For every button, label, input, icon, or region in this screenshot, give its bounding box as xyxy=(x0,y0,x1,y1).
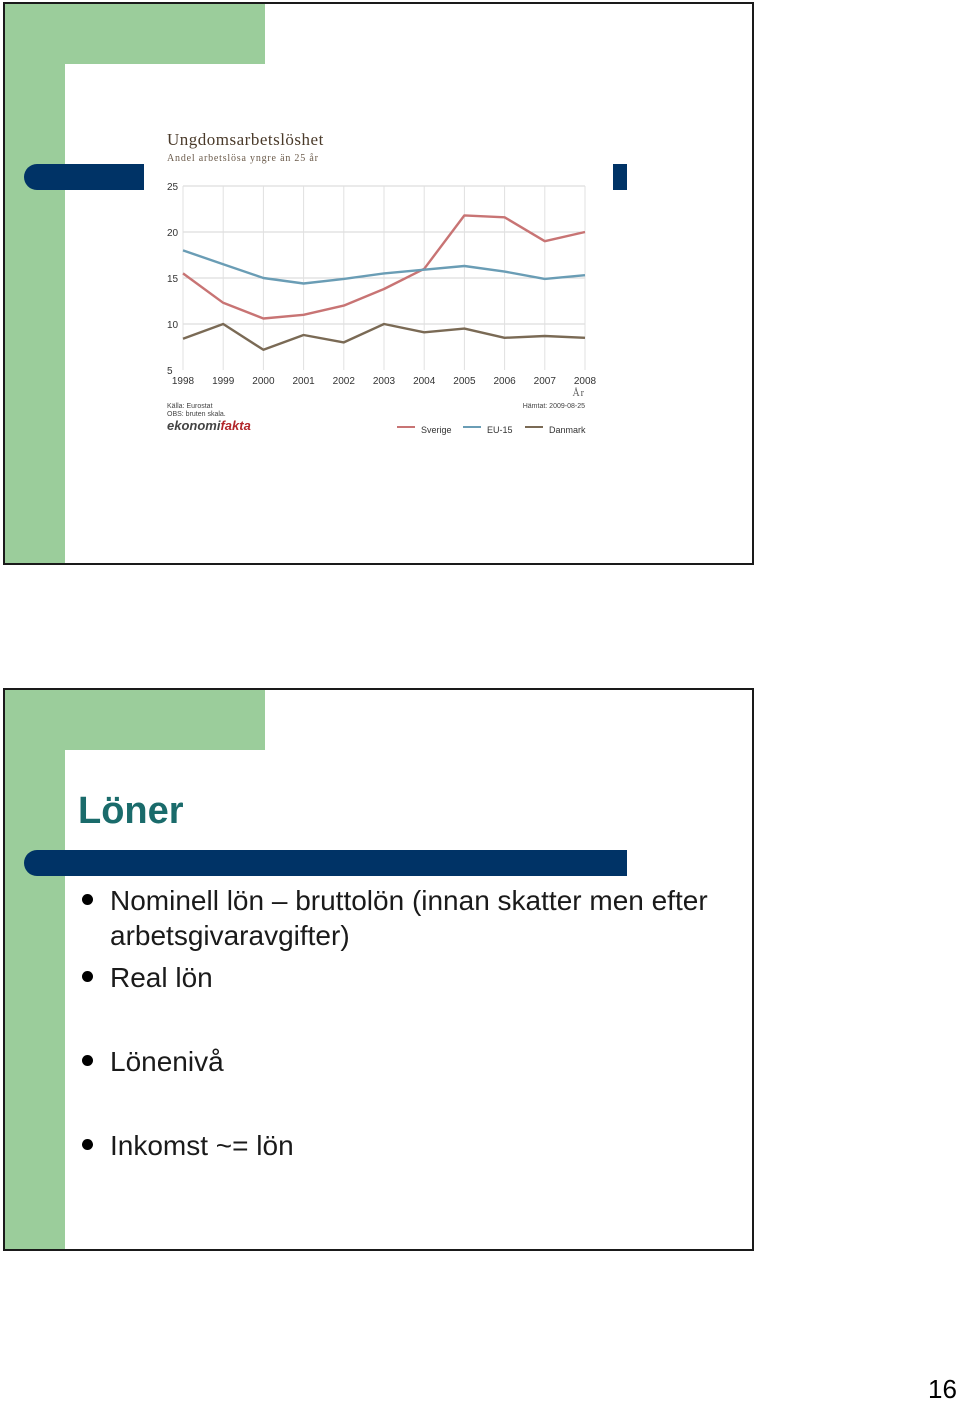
slide-title-accent-bar xyxy=(24,850,627,876)
y-tick-label: 10 xyxy=(167,320,179,331)
x-tick-label: 2008 xyxy=(573,376,597,387)
bullet-text: Nominell lön – bruttolön (innan skatter men efter arbetsgivaravgifter) xyxy=(110,885,708,951)
y-tick-label: 20 xyxy=(167,228,179,239)
bullet-text: Lönenivå xyxy=(110,1046,224,1077)
slide-ungdomsarbetsloshet xyxy=(3,2,754,565)
bullet-text: Inkomst ~= lön xyxy=(110,1130,294,1161)
y-tick-label: 15 xyxy=(167,274,179,285)
legend-label: EU-15 xyxy=(487,425,513,435)
bullet-item xyxy=(80,883,720,953)
source-label: Källa: Eurostat xyxy=(167,403,213,410)
chart-subtitle: Andel arbetslösa yngre än 25 år xyxy=(167,153,319,164)
logo-part-2: fakta xyxy=(220,418,251,433)
chart-legend xyxy=(397,425,586,435)
x-tick-label: 2002 xyxy=(332,376,355,387)
chart-text xyxy=(167,130,597,433)
x-tick-label: 2003 xyxy=(372,376,396,387)
chart-grid xyxy=(183,186,585,370)
slide-green-vertical-band xyxy=(5,690,65,1249)
page-number: 16 xyxy=(928,1374,957,1404)
x-tick-label: 2001 xyxy=(292,376,315,387)
x-tick-label: 1998 xyxy=(171,376,195,387)
ekonomifakta-logo xyxy=(167,418,251,433)
y-tick-label: 5 xyxy=(167,366,173,377)
note-label: OBS: bruten skala. xyxy=(167,411,226,418)
legend-label: Danmark xyxy=(549,425,586,435)
x-tick-label: 2007 xyxy=(533,376,556,387)
bullet-dot-icon xyxy=(82,894,93,905)
retrieved-label: Hämtat: 2009-08-25 xyxy=(522,403,585,410)
bullet-dot-icon xyxy=(82,971,93,982)
slide-green-horizontal-band xyxy=(5,690,265,750)
x-tick-label: 1999 xyxy=(212,376,235,387)
x-tick-label: 2000 xyxy=(252,376,275,387)
slide-title: Löner xyxy=(78,790,184,832)
bullet-item xyxy=(80,1128,720,1163)
x-axis-label: År xyxy=(572,388,585,399)
y-tick-label: 25 xyxy=(167,182,179,193)
logo-part-1: ekonomi xyxy=(167,418,221,433)
x-tick-label: 2006 xyxy=(493,376,516,387)
line-chart xyxy=(5,4,752,563)
bullet-text: Real lön xyxy=(110,962,213,993)
slide-loner xyxy=(3,688,754,1251)
chart-title: Ungdomsarbetslöshet xyxy=(167,130,324,149)
x-tick-label: 2005 xyxy=(453,376,476,387)
x-tick-label: 2004 xyxy=(413,376,436,387)
bullet-item xyxy=(80,1044,720,1079)
bullet-dot-icon xyxy=(82,1055,93,1066)
bullet-item xyxy=(80,960,720,995)
bullet-dot-icon xyxy=(82,1139,93,1150)
legend-label: Sverige xyxy=(421,425,452,435)
